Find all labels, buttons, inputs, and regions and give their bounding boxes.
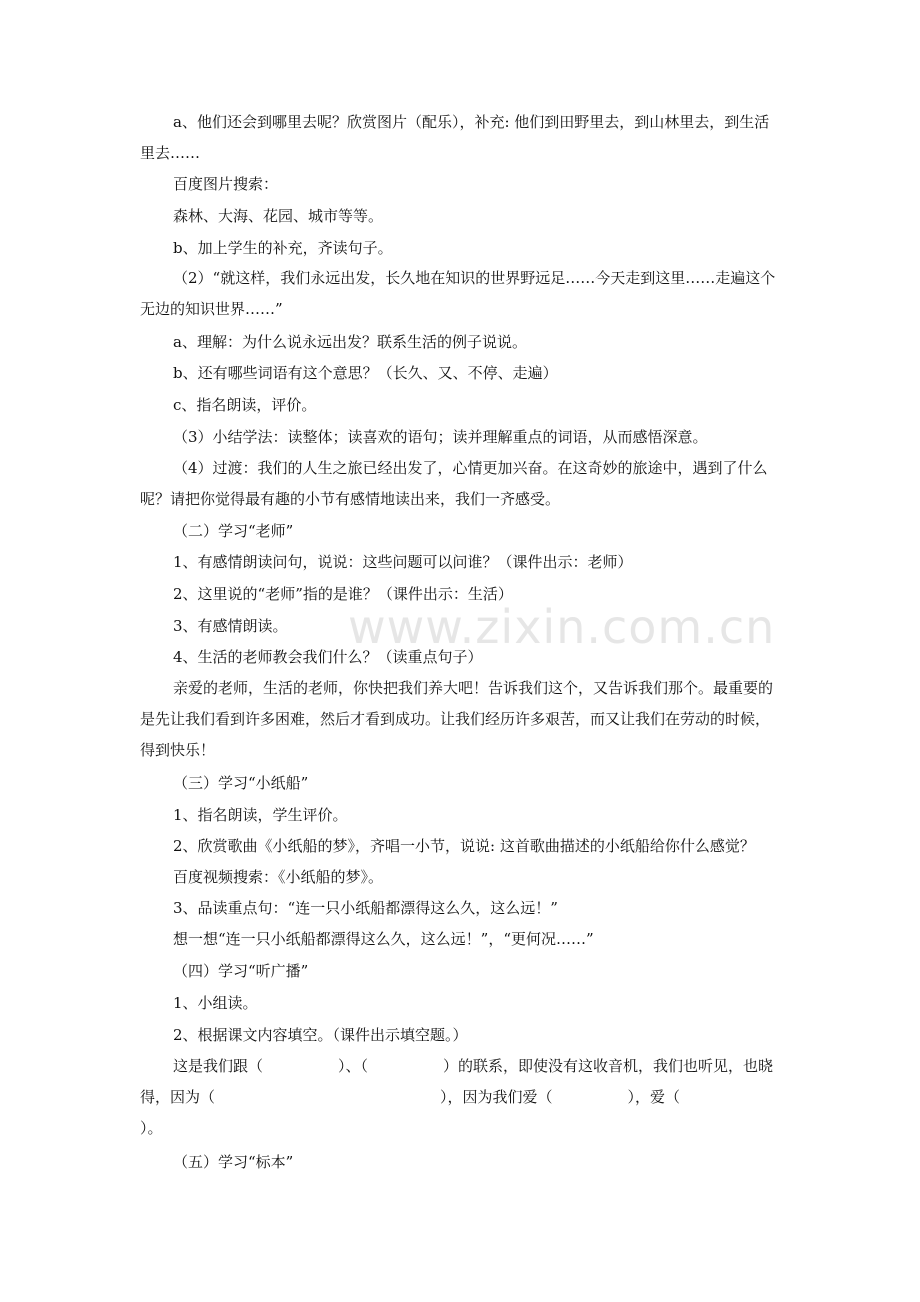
section-heading-paper-boat: （三）学习“小纸船” — [173, 774, 309, 792]
paragraph-2: 百度图片搜索： — [173, 175, 279, 193]
watermark: www.zixin.com.cn — [348, 600, 776, 654]
paragraph-16: 亲爱的老师，生活的老师，你快把我们养大吧！告诉我们这个，又告诉我们那个。最重要的是先让我们看到许多困难，然后才看到成功。让我们经历许多艰苦，而又让我们在劳动的时候，得到快乐！ — [140, 679, 774, 759]
paragraph-18: 1、指名朗读，学生评价。 — [173, 806, 348, 824]
section-heading-teacher: （二）学习“老师” — [173, 522, 294, 540]
paragraph-24: 1、小组读。 — [173, 994, 258, 1012]
paragraph-15: 4、生活的老师教会我们什么？（读重点句子） — [173, 648, 483, 666]
paragraph-7: b、还有哪些词语有这个意思？（长久、又、不停、走遍） — [173, 364, 558, 382]
fill-in-paragraph: 这是我们跟（ ）、（ ）的联系，即使没有这收音机，我们也听见，也晓得，因为（ ），因为我们爱（ ），爱（ ）。 — [140, 1057, 774, 1137]
paragraph-10: （4）过渡：我们的人生之旅已经出发了，心情更加兴奋。在这奇妙的旅途中，遇到了什么呢？请把你觉得最有趣的小节有感情地读出来，我们一齐感受。 — [140, 459, 768, 508]
paragraph-19: 2、欣赏歌曲《小纸船的梦》，齐唱一小节，说说: 这首歌曲描述的小纸船给你什么感觉？ — [173, 837, 755, 855]
paragraph-14: 3、有感情朗读。 — [173, 617, 288, 635]
paragraph-12: 1、有感情朗读问句，说说：这些问题可以问谁？（课件出示：老师） — [173, 553, 633, 571]
paragraph-3: 森林、大海、花园、城市等等。 — [173, 207, 384, 225]
paragraph-20: 百度视频搜索：《小纸船的梦》。 — [173, 868, 384, 886]
section-heading-specimen: （五）学习“标本” — [173, 1153, 294, 1171]
paragraph-22: 想一想“连一只小纸船都漂得这么久，这么远！”，“更何况……” — [173, 930, 594, 948]
paragraph-21: 3、品读重点句：“连一只小纸船都漂得这么久，这么远！” — [173, 899, 558, 917]
paragraph-4: b、加上学生的补充，齐读句子。 — [173, 239, 393, 257]
paragraph-6: a、理解：为什么说永远出发？联系生活的例子说说。 — [173, 333, 527, 351]
paragraph-25: 2、根据课文内容填空。（课件出示填空题。） — [173, 1026, 468, 1044]
paragraph-8: c、指名朗读，评价。 — [173, 396, 317, 414]
paragraph-13: 2、这里说的“老师”指的是谁？（课件出示：生活） — [173, 585, 513, 603]
paragraph-9: （3）小结学法：读整体；读喜欢的语句；读并理解重点的词语，从而感悟深意。 — [173, 428, 708, 446]
paragraph-5: （2）“就这样，我们永远出发，长久地在知识的世界野远足……今天走到这里……走遍这个无边的知识世界……” — [140, 269, 776, 318]
paragraph-1: a、他们还会到哪里去呢？欣赏图片（配乐），补充: 他们到田野里去，到山林里去，到生活里去…… — [140, 113, 770, 162]
section-heading-radio: （四）学习“听广播” — [173, 962, 309, 980]
